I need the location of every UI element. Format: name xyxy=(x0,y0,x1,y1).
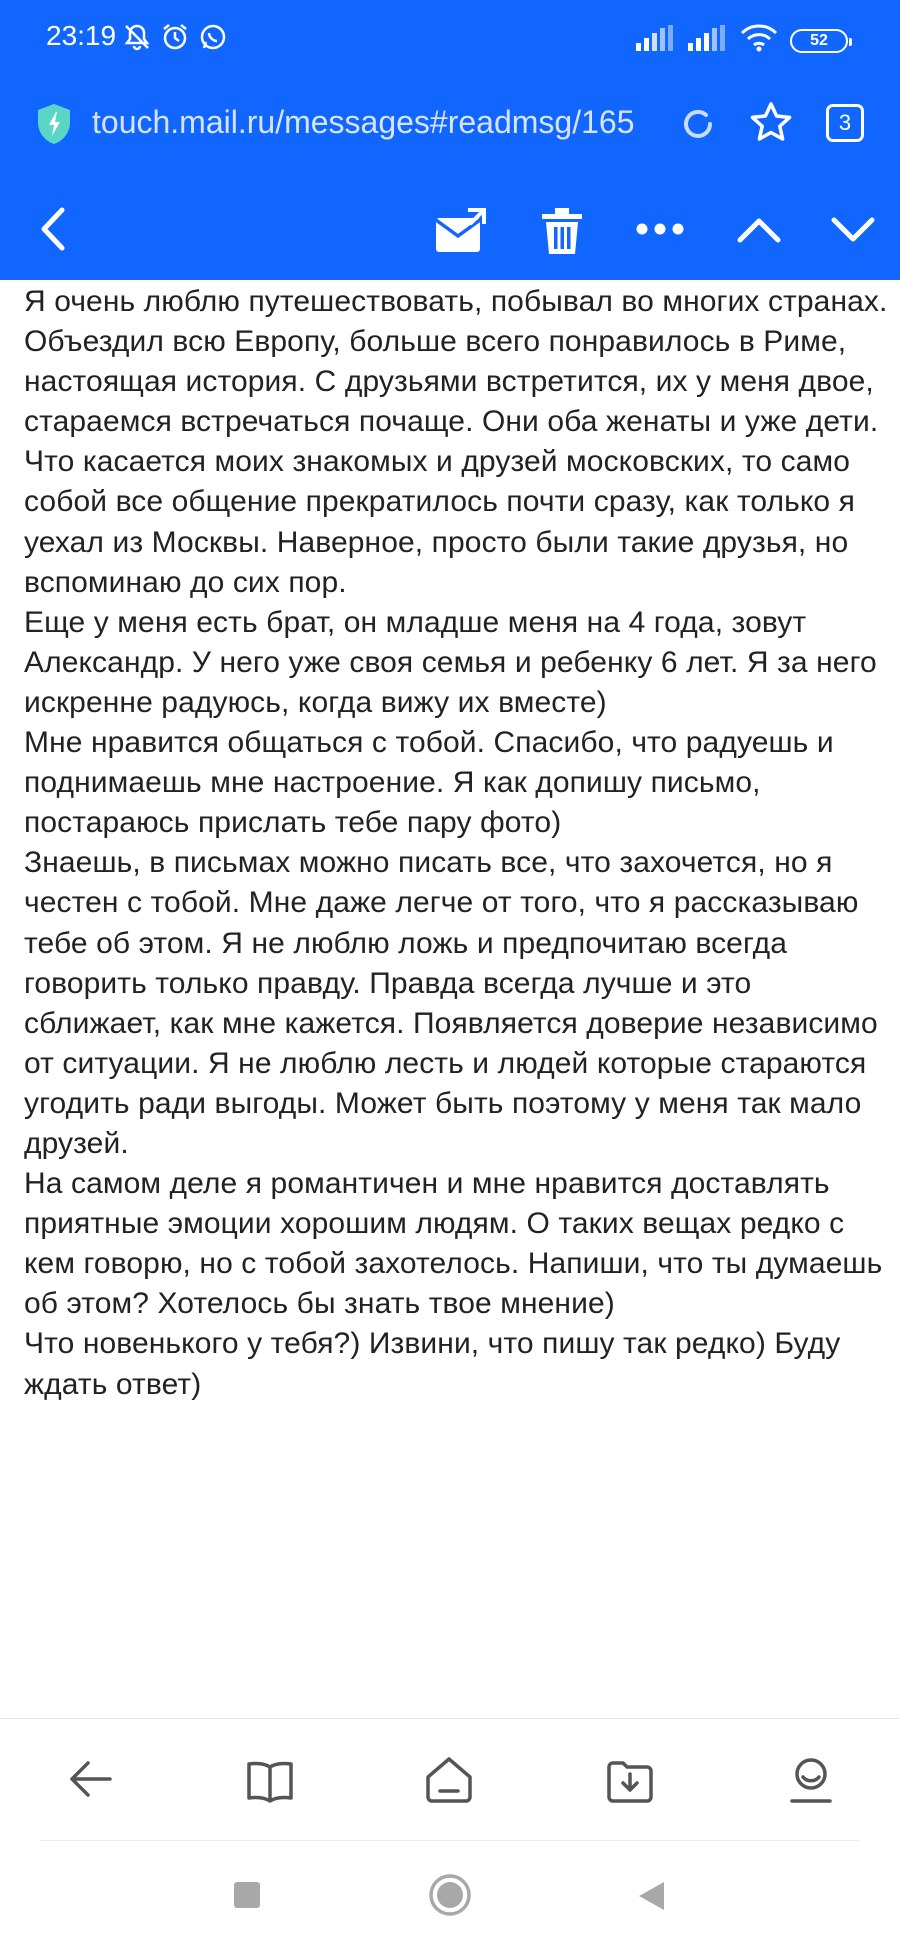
tab-count-button[interactable]: 3 xyxy=(826,104,864,142)
secure-shield-icon[interactable] xyxy=(34,102,74,151)
battery-level: 52 xyxy=(810,31,828,49)
message-toolbar xyxy=(0,182,900,278)
move-to-folder-icon[interactable] xyxy=(434,206,488,261)
profile-icon[interactable] xyxy=(788,1757,834,1810)
alarm-icon xyxy=(160,22,190,57)
divider xyxy=(40,1840,860,1841)
home-button[interactable] xyxy=(428,1873,472,1922)
url-text[interactable]: touch.mail.ru/messages#readmsg/165 xyxy=(92,104,635,140)
whatsapp-icon xyxy=(198,22,228,57)
message-paragraph: Я очень люблю путешествовать, побывал во многих странах. Объездил всю Европу, больше всего понравилось в Риме, настоящая история. С друзьями встретится, их у меня двое, стараемся встречаться почаще. Они оба женаты и уже дети. Что касается моих знакомых и друзей московских, то само собой все общение прекратилось почти сразу, как только я уехал из Москвы. Наверное, просто были такие друзья, но вспоминаю до сих пор. xyxy=(24,285,888,599)
browser-bottom-nav xyxy=(0,1718,900,1843)
bookmark-star-icon[interactable] xyxy=(748,100,794,151)
download-icon[interactable] xyxy=(606,1759,654,1808)
more-icon[interactable] xyxy=(636,222,684,241)
message-body xyxy=(24,282,888,1405)
message-paragraph: Знаешь, в письмах можно писать все, что захочется, но я честен с тобой. Мне даже легче от того, что я рассказываю тебе об этом. Я не люблю ложь и предпочитаю всегда говорить только правду. Правда всегда лучше и это сближает, как мне кажется. Появляется доверие независимо от ситуации. Я не люблю лесть и людей которые стараются угодить ради выгоды. Может быть поэтому у меня так мало друзей. xyxy=(24,846,878,1160)
book-icon[interactable] xyxy=(246,1759,294,1808)
system-back-button[interactable] xyxy=(636,1880,666,1917)
next-message-icon[interactable] xyxy=(830,216,876,249)
signal-icon xyxy=(688,25,728,56)
url-bar[interactable] xyxy=(0,88,900,160)
message-paragraph: Мне нравится общаться с тобой. Спасибо, что радуешь и поднимаешь мне настроение. Я как допишу письмо, постараюсь прислать тебе пару фото) xyxy=(24,726,834,840)
back-chevron-icon[interactable] xyxy=(36,204,70,259)
status-time: 23:19 xyxy=(46,20,117,51)
battery-icon xyxy=(790,29,848,53)
message-paragraph: На самом деле я романтичен и мне нравится доставлять приятные эмоции хорошим людям. О таких вещах редко с кем говорю, но с тобой захотелось. Напиши, что ты думаешь об этом? Хотелось бы знать твое мнение) xyxy=(24,1167,883,1321)
recent-apps-button[interactable] xyxy=(234,1882,260,1908)
back-arrow-icon[interactable] xyxy=(68,1759,112,1804)
mute-icon xyxy=(122,22,152,57)
previous-message-icon[interactable] xyxy=(736,216,782,249)
reload-icon[interactable] xyxy=(676,102,720,151)
signal-icon xyxy=(636,25,676,56)
status-bar xyxy=(0,0,900,80)
delete-icon[interactable] xyxy=(540,208,584,261)
wifi-icon xyxy=(740,24,778,57)
home-icon[interactable] xyxy=(424,1755,474,1810)
message-paragraph: Что новенького у тебя?) Извини, что пишу так редко) Буду ждать ответ) xyxy=(24,1327,841,1401)
message-paragraph: Еще у меня есть брат, он младше меня на 4 года, зовут Александр. У него уже своя семья и ребенку 6 лет. Я за него искренне радуюсь, когда вижу их вместе) xyxy=(24,605,877,719)
